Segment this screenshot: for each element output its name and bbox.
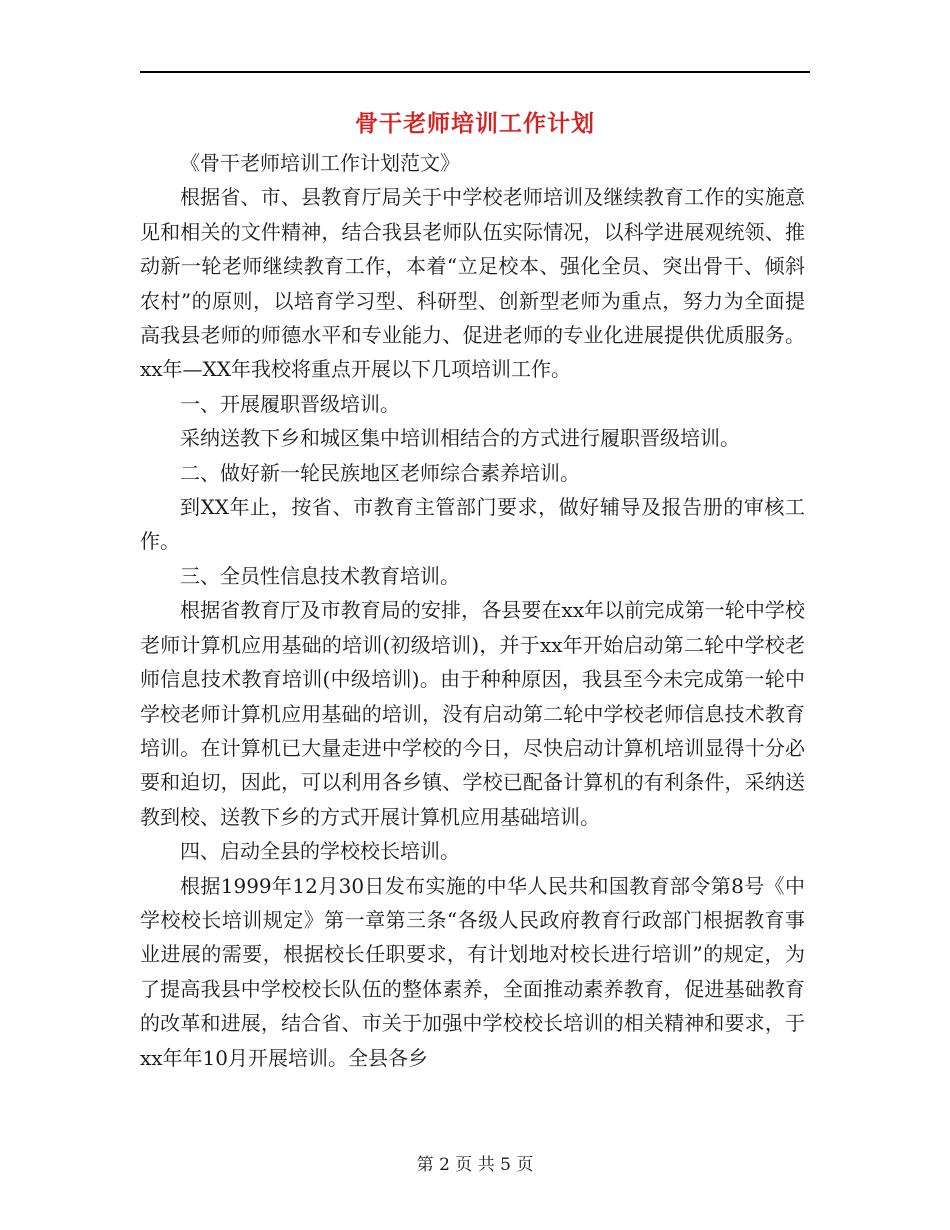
section-heading-4: 四、启动全县的学校校长培训。 [180, 839, 460, 864]
header-rule [140, 71, 810, 73]
paragraph-section-3: 根据省教育厅及市教育局的安排，各县要在xx年以前完成第一轮中学校老师计算机应用基础的培训(初级培训)，并于xx年开始启动第二轮中学校老师信息技术教育培训(中级培训)。由于种种原因，我县至今未完成第一轮中学校老师计算机应用基础的培训，没有启动第二轮中学校老师信息技术教育培训。在计算机已大量走进中学校的今日，尽快启动计算机培训显得十分必要和迫切，因此，可以利用各乡镇、学校已配备计算机的有利条件，采纳送教到校、送教下乡的方式开展计算机应用基础培训。 [140, 598, 805, 829]
section-heading-2: 二、做好新一轮民族地区老师综合素养培训。 [180, 460, 580, 485]
paragraph-intro: 根据省、市、县教育厅局关于中学校老师培训及继续教育工作的实施意见和相关的文件精神，结合我县老师队伍实际情况，以科学进展观统领、推动新一轮老师继续教育工作，本着“立足校本、强化全员、突出骨干、倾斜农村”的原则，以培育学习型、科研型、创新型老师为重点，努力为全面提高我县老师的师德水平和专业能力、促进老师的专业化进展提供优质服务。xx年—XX年我校将重点开展以下几项培训工作。 [140, 185, 805, 382]
section-heading-3: 三、全员性信息技术教育培训。 [180, 563, 460, 588]
section-heading-1: 一、开展履职晋级培训。 [180, 391, 400, 416]
page-number: 第 2 页 共 5 页 [416, 1155, 534, 1175]
paragraph-section-1: 采纳送教下乡和城区集中培训相结合的方式进行履职晋级培训。 [180, 426, 740, 451]
paragraph-section-4: 根据1999年12月30日发布实施的中华人民共和国教育部令第8号《中学校校长培训规定》第一章第三条“各级人民政府教育行政部门根据教育事业进展的需要，根据校长任职要求，有计划地对校长进行培训”的规定，为了提高我县中学校校长队伍的整体素养，全面推动素养教育，促进基础教育的改革和进展，结合省、市关于加强中学校校长培训的相关精神和要求，于xx年年10月开展培训。全县各乡 [140, 873, 805, 1070]
document-title: 骨干老师培训工作计划 [355, 111, 595, 137]
paragraph-section-2: 到XX年止，按省、市教育主管部门要求，做好辅导及报告册的审核工作。 [140, 495, 805, 554]
paragraph-subtitle: 《骨干老师培训工作计划范文》 [180, 151, 460, 175]
document-body [140, 146, 805, 1075]
